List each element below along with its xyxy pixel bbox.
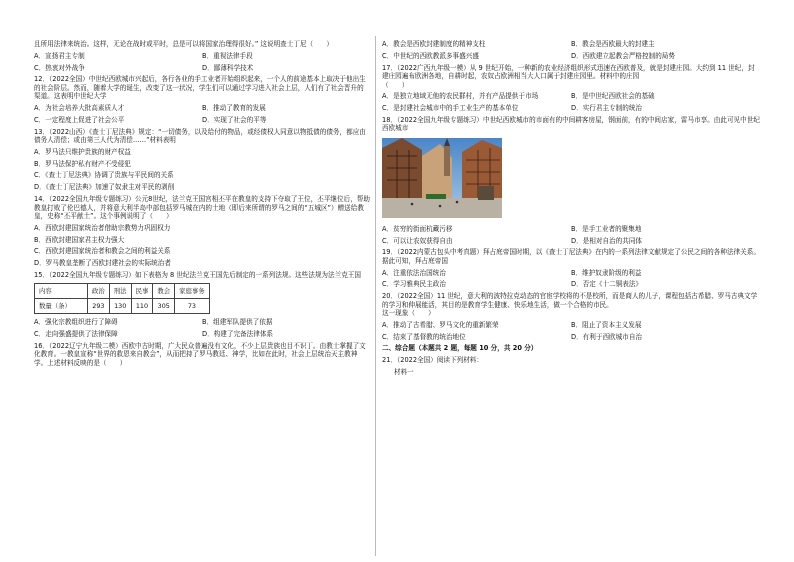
question-18-stem: 18．（2022全国九年级专题练习）中世纪西欧城市的市面有的中间耕客房屋，钢面前，有的中间店家，雷马市享。由此可见中世纪西欧城市 (382, 115, 760, 133)
q17-option-a: A．是独立地域无他的农民群村，并有产品提供于市场 (382, 92, 539, 101)
table-header-cell: 内容 (35, 283, 88, 298)
question-11-stem: 且所用法律来统治。这样，无论在战时或平时，总是可以将国家治理得很好。” 这说明查士丁尼（ ） (34, 40, 333, 48)
question-12-stem: 12．（2022全国）中世纪西欧城市兴起后，各行各业的手工业者开始组织起来，一个人的前途基本上取决于他出生的社会阶层。然而，随着大学的诞生，改变了这一状况，学生们可以通过学习进入社会上层，人们有了社会晋升的渠道。这表明中世纪大学 (34, 75, 366, 101)
table-header-cell: 政治 (88, 283, 110, 298)
q11-option-d: D．鄙薄科学技术 (202, 63, 254, 72)
q12-option-c: C．一定程度上促进了社会公平 (34, 115, 125, 124)
table-cell: 110 (131, 298, 153, 313)
q15-option-d: D．构建了完备法律体系 (202, 329, 274, 338)
question-21-stem: 21．（2022全国）阅读下列材料： (382, 356, 483, 365)
q19-option-d: D．否定《十二铜表法》 (571, 280, 643, 289)
right-column (382, 40, 760, 380)
q18-option-a: A．贫穷的街面杭藏污移 (382, 224, 453, 233)
table-header-cell: 教会 (153, 283, 175, 298)
q20-option-d: D．有利于西欧城市自治 (571, 332, 643, 341)
table-header-row (35, 283, 210, 298)
q16-option-c: C．中世纪的西欧教派多事盛兴盛 (382, 51, 479, 60)
left-column (34, 40, 370, 371)
table-header-cell: 刑法 (109, 283, 131, 298)
table-header-cell: 民事 (131, 283, 153, 298)
question-14-stem: 14．（2022全国九年级专题练习）公元8世纪，法兰克王国宫相丕平在教皇的支持下夺取了王位，丕平继位后，帮助教皇打败了伦巴德人，并将意大利半岛中部包括罗马城在内的土地（即后来所谓的罗马之间的“五城区”）赠送给教皇，史称“丕平献土”。这个事例说明了（ ） (34, 194, 370, 221)
question-19-stem: 19．（2022内蒙古包头中考真题）拜占庭帝国时期，以《查士丁尼法典》在内的一系列法律文献规定了公民之间的各种法律关系。据此可知，拜占庭帝国 (382, 248, 760, 265)
q16-option-d: D．西欧建立起教会严格控制的局势 (571, 51, 675, 60)
table-cell: 293 (88, 298, 110, 313)
question-17-stem: 17．（2022广西九年级一模）从 9 世纪开始，一种新的农业经济组织形式迅速在西欧普及，就是封建庄园。大约到 11 世纪，封建庄园遍布欧洲各地，自耕时起，农奴占欧洲相当大人口属于封建庄园里。材料中的庄园 （ ） (382, 63, 755, 89)
question-13-stem: 13．（2022山西）《查士丁尼法典》规定：“一切债务，以及给付的物品，或经债权人同意以物抵债的债务，都应由债务人清偿；或由第三人代为清偿……”材料表明 (34, 127, 366, 145)
q19-option-a: A．注重依法治国统治 (382, 268, 446, 277)
q15-option-a: A．强化宗教组织进行了障碍 (34, 318, 118, 327)
table-header-cell: 家庭事务 (175, 283, 210, 298)
question-16-stem: 16．（2022辽宁九年级二模）西欧中古时期，广大民众普遍没有文化，不少上层贵族也目不识丁。由教士掌握了文化教育。一教皇宣称“世界的救恩来自教会”，从而把持了罗马教廷、神学，比如在此时，社会上层统治天主教神学。上述材料反映的是（ ） (34, 341, 366, 367)
q19-option-b: B．维护奴隶阶级的利益 (571, 268, 642, 277)
q18-option-b: B．是手工业者的聚集地 (571, 224, 642, 233)
q17-option-c: C．是封建社会城市中的手工业生产的基本单位 (382, 104, 519, 113)
table-cell: 数量（条） (35, 298, 88, 313)
q13-option-c: C．《查士丁尼法典》协调了贵族与平民间的关系 (34, 171, 174, 180)
q20-option-a: A．推动了古希腊、罗马文化的重新繁荣 (382, 320, 499, 329)
question-20-stem: 20．（2022全国）11 世纪，意大利的波特拉克动态的官宦学校将的不是校所，而是商人的儿子，课程包括古希腊、罗马古典文学的学习和伸展能活，其目的是教育学生健康、快乐地生活，做一个合格的市民。 这一现象（ ） (382, 292, 758, 318)
laws-table (34, 283, 210, 315)
table-cell: 305 (153, 298, 175, 313)
q13-option-b: B．罗马法保护私有财产不受侵犯 (34, 159, 131, 168)
material-one-label: 材料一 (394, 367, 414, 376)
q17-option-b: B．是中世纪西欧社会的基础 (571, 92, 655, 101)
q14-option-b: B．西欧封建国家君主权力强大 (34, 235, 125, 244)
table-row (35, 298, 210, 313)
q11-option-a: A．宣扬君主专制 (34, 51, 85, 60)
q14-option-a: A．西欧封建国家统治者借助宗教势力巩固权力 (34, 223, 171, 232)
q20-option-b: B．阻止了资本主义发展 (571, 320, 642, 329)
q12-option-b: B．推动了教育的发展 (202, 104, 266, 113)
q14-option-c: C．西欧封建国家统治者和教会之间的利益关系 (34, 247, 171, 256)
q15-option-c: C．走向强盛提供了法律保障 (34, 329, 118, 338)
q11-option-c: C．热衷对外战争 (34, 63, 85, 72)
q12-option-d: D．实现了社会的平等 (202, 115, 267, 124)
q12-option-a: A．为社会培养大批高素质人才 (34, 104, 125, 113)
question-15-stem: 15．（2022全国九年级专题练习）如下表格为 8 世纪法兰克王国先后制定的一系列法规。这些法规为法兰克王国 (34, 270, 361, 279)
section-heading: 二、综合题（本题共 2 题，每题 10 分，共 20 分） (382, 344, 538, 353)
q19-option-c: C．学习雅典民主政治 (382, 280, 446, 289)
table-cell: 73 (175, 298, 210, 313)
q15-option-b: B．组建军队提供了依据 (202, 318, 273, 327)
medieval-town-photo (382, 138, 502, 218)
q13-option-d: D．《查士丁尼法典》加速了奴隶主对平民的剥削 (34, 183, 175, 192)
q16-option-b: B．教会是西欧最大的封建主 (571, 40, 655, 48)
table-cell: 130 (109, 298, 131, 313)
q14-option-d: D．罗马教皇垄断了西欧封建社会的实际统治者 (34, 259, 171, 268)
q13-option-a: A．罗马法只维护贵族的财产权益 (34, 147, 131, 156)
q16-option-a: A．教会是西欧封建制度的精神支柱 (382, 40, 486, 48)
q18-option-d: D．是相对自治的共同体 (571, 236, 643, 245)
q17-option-d: D．实行君主专制的统治 (571, 104, 643, 113)
q18-option-c: C．可以让农奴获得自由 (382, 236, 453, 245)
q11-option-b: B．重视法律手段 (202, 51, 253, 60)
q20-option-c: C．结束了基督教的统治地位 (382, 332, 466, 341)
